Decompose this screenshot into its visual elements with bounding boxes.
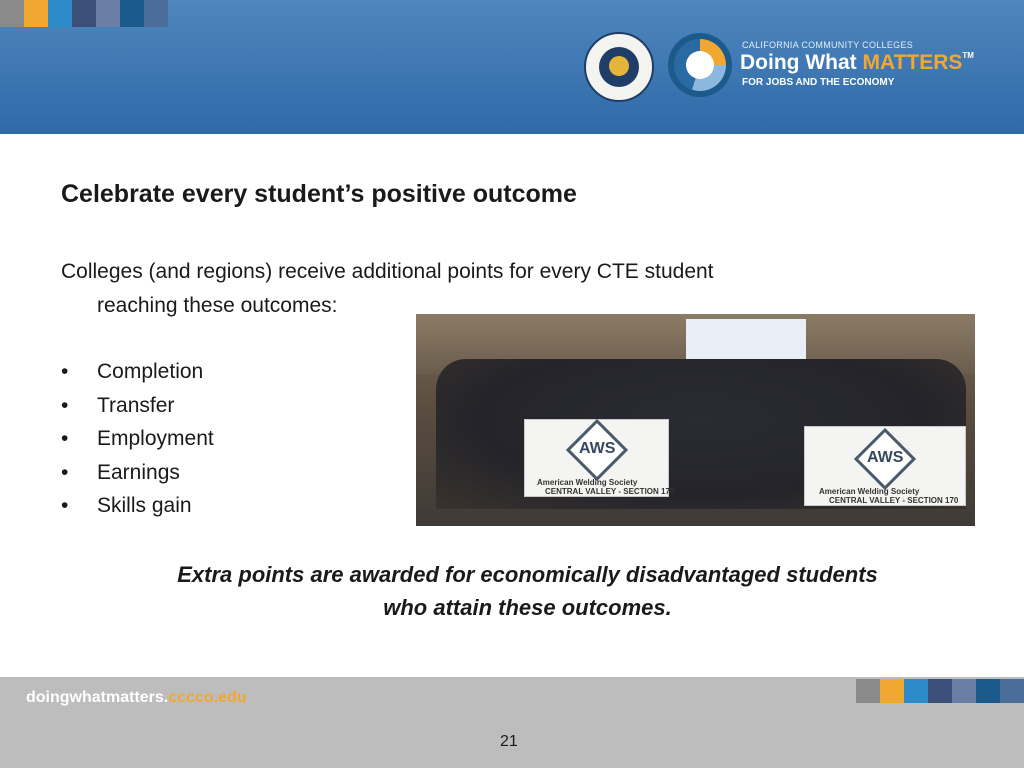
banner-caption: CENTRAL VALLEY - SECTION 170 — [545, 487, 675, 496]
list-item: • Earnings — [61, 460, 180, 484]
footer-url-link[interactable]: doingwhatmatters.cccco.edu — [26, 689, 247, 706]
footer-color-swatches — [856, 679, 1024, 703]
college-seal-logo — [584, 32, 654, 102]
aws-banner-left — [524, 419, 675, 497]
aws-logo-text: AWS — [579, 440, 616, 457]
swatch — [48, 0, 72, 27]
logo-tagline-bottom: FOR JOBS AND THE ECONOMY — [742, 77, 895, 88]
header-color-swatches — [0, 0, 168, 27]
banner-caption: CENTRAL VALLEY - SECTION 170 — [829, 496, 959, 505]
swatch — [1000, 679, 1024, 703]
swatch — [24, 0, 48, 27]
intro-line: reaching these outcomes: — [97, 294, 338, 317]
emphasis-statement: Extra points are awarded for economically disadvantaged students who attain these outcomes. — [177, 562, 878, 620]
group-photo — [416, 314, 975, 526]
logo-tagline-top: CALIFORNIA COMMUNITY COLLEGES — [742, 40, 914, 50]
aws-logo-text: AWS — [867, 449, 904, 466]
slide-title: Celebrate every student’s positive outcome — [61, 180, 577, 208]
doing-what-matters-logo-icon — [668, 33, 732, 97]
swatch — [144, 0, 168, 27]
logo-wordmark: Doing What MATTERS™ — [740, 51, 974, 74]
banner-caption: American Welding Society — [819, 487, 920, 496]
list-item: • Transfer — [61, 393, 175, 417]
banner-caption: American Welding Society — [537, 478, 638, 487]
swatch — [96, 0, 120, 27]
swatch — [928, 679, 952, 703]
swatch — [904, 679, 928, 703]
swatch — [952, 679, 976, 703]
intro-paragraph — [61, 255, 961, 323]
aws-banner-right — [804, 426, 966, 506]
swatch — [72, 0, 96, 27]
list-item: • Employment — [61, 427, 214, 451]
list-item: • Completion — [61, 360, 204, 383]
swatch — [0, 0, 24, 27]
swatch — [976, 679, 1000, 703]
header-band — [0, 0, 1024, 134]
intro-line: Colleges (and regions) receive additional points for every CTE student — [61, 260, 714, 283]
outcome-list — [61, 355, 214, 523]
swatch — [880, 679, 904, 703]
page-number: 21 — [500, 733, 518, 750]
list-item: • Skills gain — [61, 494, 192, 518]
swatch — [856, 679, 880, 703]
swatch — [120, 0, 144, 27]
